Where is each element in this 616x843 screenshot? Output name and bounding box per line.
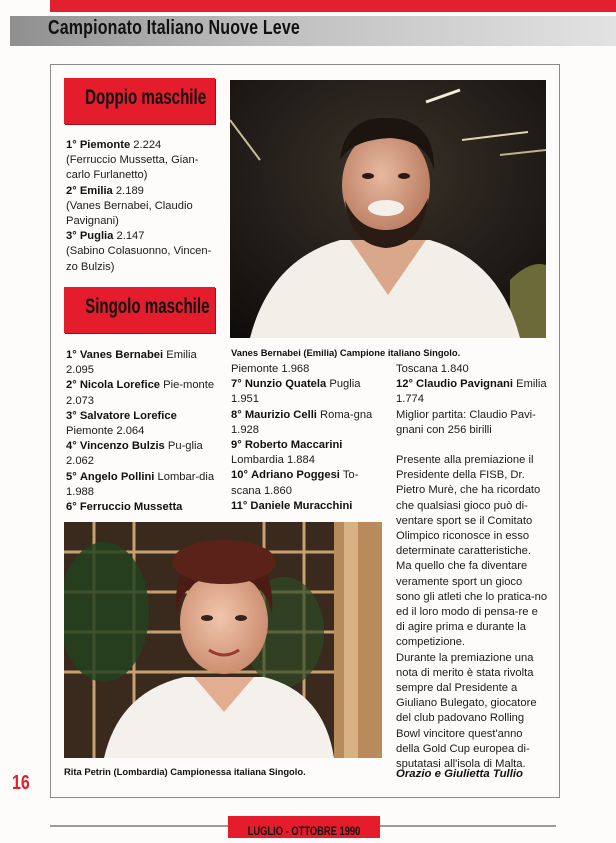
best-game: Miglior partita: Claudio Pavi-gnani con 256 birilli: [396, 408, 536, 436]
singolo-entry: [66, 439, 218, 469]
singolo-entry: [66, 378, 218, 408]
singolo-column-3: [396, 362, 548, 772]
doppio-players: (Ferruccio Mussetta, Gian-carlo Furlanetto): [66, 154, 199, 182]
doppio-team: Emilia: [79, 184, 113, 197]
singolo-continuation: Toscana 1.840: [396, 363, 469, 375]
singolo-name: Angelo Pollini: [79, 470, 155, 483]
page-number: 16: [12, 772, 30, 794]
singolo-entry: [66, 470, 218, 500]
doppio-entry: [66, 229, 218, 275]
singolo-name: Adriano Poggesi: [251, 469, 340, 482]
singolo-name: Claudio Pavignani: [416, 378, 514, 391]
photo-rita-petrin: [64, 522, 382, 758]
singolo-column-1: [66, 348, 218, 515]
doppio-team: Puglia: [79, 230, 114, 243]
singolo-heading-box: [64, 287, 215, 333]
singolo-name: Roberto Maccarini: [244, 439, 343, 452]
singolo-name: Nunzio Quatela: [244, 378, 327, 391]
doppio-entry: [66, 184, 218, 230]
doppio-results: [66, 138, 218, 275]
photo2-caption: Rita Petrin (Lombardia) Campionessa italiana Singolo.: [64, 766, 306, 777]
singolo-continuation: Piemonte 1.968: [231, 363, 310, 375]
doppio-rank: 3°: [66, 230, 77, 243]
singolo-rank: 7°: [231, 378, 242, 391]
footer-issue: LUGLIO - OTTOBRE 1990: [247, 824, 361, 838]
singolo-rank: 4°: [66, 440, 77, 453]
singolo-detail: Emilia 2.095: [66, 349, 197, 377]
singolo-name: Ferruccio Mussetta: [79, 501, 183, 514]
singolo-detail: Lombar-dia 1.988: [66, 470, 215, 498]
doppio-players: (Sabino Colasuonno, Vincen-zo Bulzis): [66, 245, 212, 273]
doppio-rank: 1°: [66, 139, 77, 151]
doppio-heading: Doppio maschile: [85, 86, 207, 109]
singolo-detail: To-scana 1.860: [231, 469, 359, 497]
page-title: Campionato Italiano Nuove Leve: [48, 17, 300, 39]
doppio-score: 2.224: [133, 139, 162, 151]
doppio-heading-box: [64, 78, 215, 124]
body-paragraph: Durante la premiazione una nota di merito è stata rivolta sempre dal Presidente a Giuliano Bulegato, giocatore del club padovano Rolling Bowl vincitore quest'anno della Gold Cup europea di-sputatasi all'isola di Malta.: [396, 651, 537, 771]
singolo-name: Vincenzo Bulzis: [79, 440, 165, 453]
singolo-entry: [66, 500, 218, 515]
singolo-detail: Lombardia 1.884: [231, 454, 315, 467]
singolo-entry: [231, 468, 383, 498]
singolo-rank: 11°: [231, 499, 248, 512]
singolo-detail: Pu-glia 2.062: [66, 440, 203, 468]
singolo-heading: Singolo maschile: [85, 295, 210, 318]
singolo-column-2: [231, 362, 383, 514]
singolo-entry: [231, 438, 383, 468]
singolo-rank: 8°: [231, 408, 242, 421]
doppio-entry: [66, 138, 218, 184]
singolo-rank: 1°: [66, 349, 77, 361]
singolo-rank: 3°: [66, 409, 77, 422]
author-signature: Orazio e Giulietta Tullio: [396, 768, 524, 780]
singolo-entry: [66, 409, 218, 439]
singolo-entry: [396, 377, 548, 407]
singolo-entry: [231, 377, 383, 407]
singolo-rank: 6°: [66, 501, 77, 514]
singolo-detail: Pie-monte 2.073: [66, 379, 215, 407]
singolo-rank: 5°: [66, 470, 77, 483]
doppio-team: Piemonte: [79, 139, 131, 151]
singolo-detail: Roma-gna 1.928: [231, 408, 373, 436]
singolo-name: Maurizio Celli: [244, 408, 317, 421]
top-red-band: [50, 0, 616, 12]
footer-issue-box: [228, 816, 380, 838]
singolo-detail: Puglia 1.951: [231, 378, 361, 406]
singolo-name: Salvatore Lorefice: [79, 409, 177, 422]
doppio-score: 2.147: [116, 230, 145, 243]
singolo-rank: 12°: [396, 378, 413, 391]
singolo-entry: [231, 499, 383, 514]
singolo-entry: [231, 408, 383, 438]
doppio-score: 2.189: [115, 184, 144, 197]
doppio-players: (Vanes Bernabei, Claudio Pavignani): [66, 199, 193, 228]
singolo-name: Daniele Muracchini: [250, 499, 353, 512]
singolo-detail: Piemonte 2.064: [66, 425, 145, 438]
singolo-rank: 9°: [231, 439, 242, 452]
singolo-rank: 10°: [231, 469, 248, 482]
doppio-rank: 2°: [66, 184, 77, 197]
singolo-detail: Emilia 1.774: [396, 378, 547, 406]
singolo-rank: 2°: [66, 379, 77, 392]
photo1-caption: Vanes Bernabei (Emilia) Campione italiano Singolo.: [231, 347, 461, 358]
singolo-entry: [66, 348, 218, 378]
singolo-name: Vanes Bernabei: [79, 349, 164, 361]
singolo-name: Nicola Lorefice: [79, 379, 161, 392]
photo-vanes-bernabei: [230, 80, 546, 338]
body-paragraph: Presente alla premiazione il Presidente della FISB, Dr. Pietro Murè, che ha ricordato che qualsiasi gioco può di-ventare sport se il Comitato Olimpico riconosce in esso determinate caratteristiche. Ma quello che fa diventare veramente sport un gioco sono gli atleti che lo pratica-no ed il loro modo di pensa-re e di agire prima e durante la competizione.: [396, 454, 548, 649]
